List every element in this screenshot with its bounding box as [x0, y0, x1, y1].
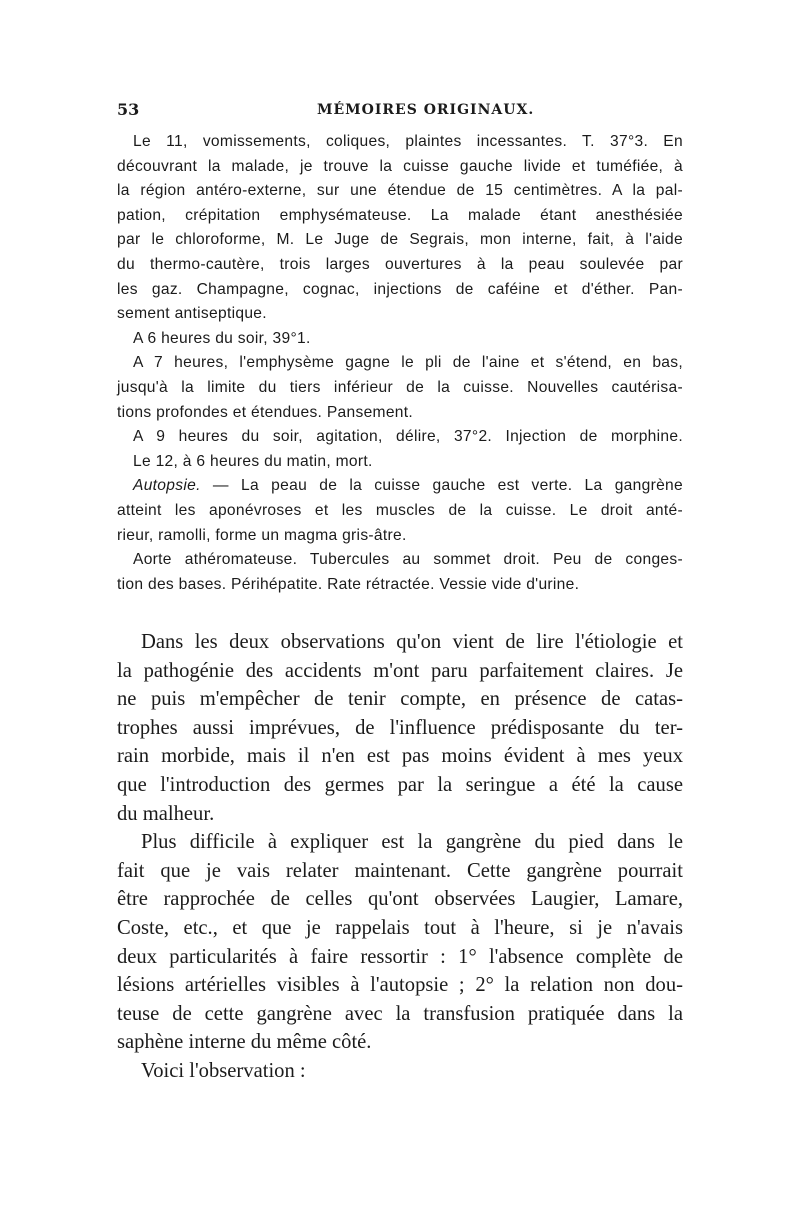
text-line: que l'introduction des germes par la seringue a été la cause: [117, 773, 683, 796]
text-line: Le 12, à 6 heures du matin, mort.: [133, 452, 373, 470]
text-line: découvrant la malade, je trouve la cuisse gauche livide et tuméfiée, à: [117, 157, 683, 175]
page-header: [117, 100, 683, 124]
text-line: par le chloroforme, M. Le Juge de Segrais, mon interne, fait, à l'aide: [117, 231, 683, 249]
text-line: teuse de cette gangrène avec la transfusion pratiquée dans la: [117, 1002, 683, 1025]
text-line: lésions artérielles visibles à l'autopsie ; 2° la relation non dou-: [117, 974, 683, 997]
text-line: Coste, etc., et que je rappelais tout à l'heure, si je n'avais: [117, 916, 683, 939]
text-line: rieur, ramolli, forme un magma gris-âtre.: [117, 526, 407, 544]
text-line: Le 11, vomissements, coliques, plaintes incessantes. T. 37°3. En: [133, 133, 683, 150]
text-line: trophes aussi imprévues, de l'influence prédisposante du ter-: [117, 716, 683, 739]
text-line: être rapprochée de celles qu'ont observées Laugier, Lamare,: [117, 888, 683, 911]
text-line: A 6 heures du soir, 39°1.: [133, 329, 311, 347]
text-line: saphène interne du même côté.: [117, 1031, 372, 1054]
text-line: tion des bases. Périhépatite. Rate rétractée. Vessie vide d'urine.: [117, 575, 580, 593]
text-line: jusqu'à la limite du tiers inférieur de la cuisse. Nouvelles cautérisa-: [117, 378, 683, 396]
autopsy-line: [117, 474, 683, 499]
text-line: du thermo-cautère, trois larges ouvertures à la peau soulevée par: [117, 255, 683, 273]
text-line: ne puis m'empêcher de tenir compte, en présence de catas-: [117, 688, 683, 711]
text-line: les gaz. Champagne, cognac, injections de caféine et d'éther. Pan-: [117, 280, 683, 298]
text-line: atteint les aponévroses et les muscles de la cuisse. Le droit anté-: [117, 501, 683, 519]
text-line: A 9 heures du soir, agitation, délire, 37°2. Injection de morphine.: [133, 428, 683, 446]
text-line: Dans les deux observations qu'on vient de lire l'étiologie et: [141, 631, 683, 653]
text-line: fait que je vais relater maintenant. Cette gangrène pourrait: [117, 859, 683, 882]
commentary: [117, 628, 683, 1086]
text-line: du malheur.: [117, 802, 215, 825]
running-title: MÉMOIRES ORIGINAUX.: [317, 102, 535, 118]
text-line: la région antéro-externe, sur une étendue de 15 centimètres. A la pal-: [117, 182, 683, 200]
text-line: deux particularités à faire ressortir : 1° l'absence complète de: [117, 945, 683, 968]
text-line: A 7 heures, l'emphysème gagne le pli de l'aine et s'étend, en bas,: [133, 354, 683, 372]
text-line: Plus difficile à expliquer est la gangrène du pied dans le: [141, 831, 683, 854]
page-number: 53: [117, 100, 140, 119]
case-notes: [117, 130, 683, 597]
text-line: la pathogénie des accidents m'ont paru parfaitement claires. Je: [117, 659, 683, 682]
text-line: sement antiseptique.: [117, 305, 267, 323]
autopsy-heading: Autopsie.: [133, 477, 201, 495]
text-line: Aorte athéromateuse. Tubercules au sommet droit. Peu de conges-: [133, 551, 683, 569]
text-line: pation, crépitation emphysémateuse. La malade étant anesthésiée: [117, 206, 683, 224]
text-line: tions profondes et étendues. Pansement.: [117, 403, 414, 421]
text-line: — La peau de la cuisse gauche est verte. La gangrène: [200, 477, 683, 495]
text-line: Voici l'observation :: [141, 1059, 306, 1082]
text-line: rain morbide, mais il n'en est pas moins évident à mes yeux: [117, 745, 683, 768]
